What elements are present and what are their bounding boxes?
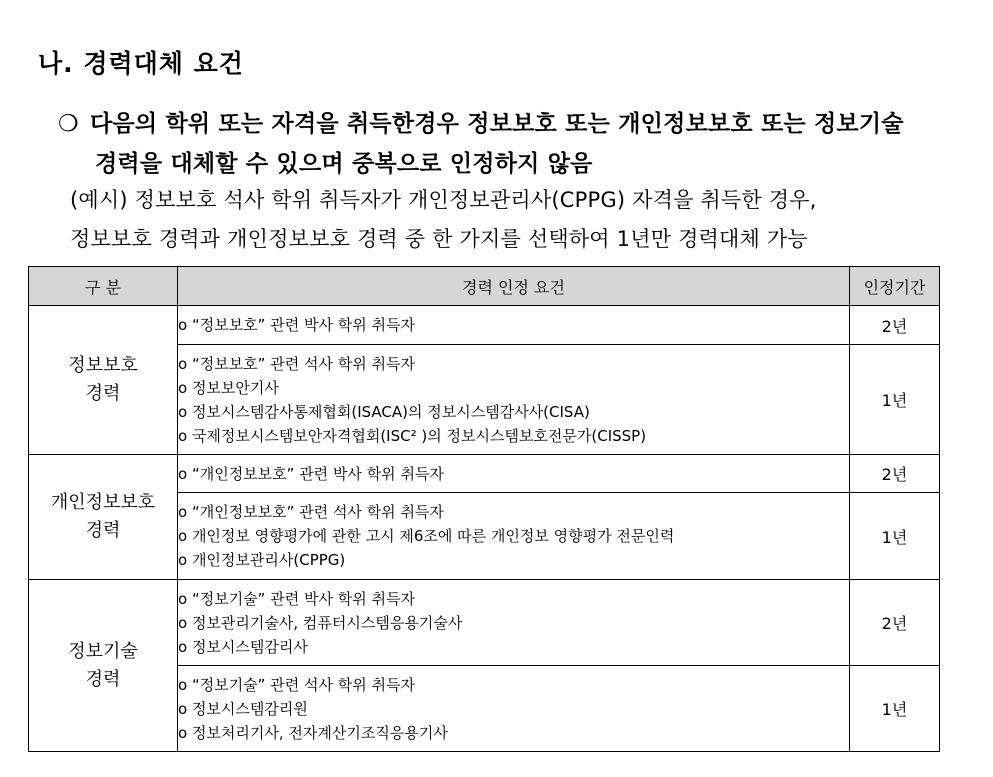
category-label: 정보보호 (68, 355, 138, 376)
category-sublabel: 경력 (85, 383, 121, 404)
circle-bullet-icon: ❍ (58, 111, 79, 137)
period-cell: 1년 (850, 493, 940, 580)
table-row (29, 306, 940, 345)
requirement-item: o “정보기술” 관련 석사 학위 취득자 (178, 675, 415, 694)
category-cell (29, 455, 178, 580)
requirement-item: o 정보시스템감사통제협회(ISACA)의 정보시스템감사사(CISA) (178, 402, 590, 421)
category-sublabel: 경력 (85, 668, 121, 690)
table-row (29, 455, 940, 493)
category-cell (29, 580, 178, 752)
table-row (29, 580, 940, 666)
category-sublabel: 경력 (85, 520, 121, 541)
requirement-cell (178, 493, 850, 580)
category-cell (29, 306, 178, 455)
notice-line-1 (58, 105, 904, 138)
requirement-cell (178, 345, 850, 455)
requirement-item: o 정보시스템감리원 (178, 699, 308, 718)
notice-text-1: 다음의 학위 또는 자격을 취득한경우 정보보호 또는 개인정보보호 또는 정보기술 (90, 111, 904, 137)
requirement-item: o “정보보호” 관련 박사 학위 취득자 (178, 316, 415, 334)
requirement-item: o 개인정보 영향평가에 관한 고시 제6조에 따른 개인정보 영향평가 전문인력 (178, 527, 675, 545)
requirement-item: o 정보시스템감리사 (178, 637, 308, 656)
requirement-item: o 개인정보관리사(CPPG) (178, 551, 346, 569)
section-title: 나. 경력대체 요건 (38, 49, 244, 78)
period-cell: 1년 (850, 666, 940, 752)
requirement-item: o 국제정보시스템보안자격협회(ISC² )의 정보시스템보호전문가(CISSP) (178, 426, 647, 445)
notice-line-2: 경력을 대체할 수 있으며 중복으로 인정하지 않음 (95, 151, 593, 177)
category-label: 정보기술 (68, 640, 138, 662)
requirements-table (28, 266, 940, 752)
requirement-cell (178, 666, 850, 752)
requirement-item: o 정보처리기사, 전자계산기조직응용기사 (178, 723, 448, 742)
period-cell: 1년 (850, 345, 940, 455)
period-cell: 2년 (850, 580, 940, 666)
period-cell: 2년 (850, 306, 940, 345)
requirement-item: o “정보보호” 관련 석사 학위 취득자 (178, 354, 415, 373)
example-line-1: (예시) 정보보호 석사 학위 취득자가 개인정보관리사(CPPG) 자격을 취득한 경우, (70, 188, 817, 212)
header-category: 구 분 (29, 267, 178, 306)
requirement-cell (178, 580, 850, 666)
requirement-item: o “개인정보보호” 관련 박사 학위 취득자 (178, 464, 444, 483)
example-line-2: 정보보호 경력과 개인정보보호 경력 중 한 가지를 선택하여 1년만 경력대체 가능 (70, 227, 808, 251)
requirement-item: o 정보관리기술사, 컴퓨터시스템응용기술사 (178, 613, 463, 632)
table-header-row (29, 267, 940, 306)
period-cell: 2년 (850, 455, 940, 493)
requirement-item: o 정보보안기사 (178, 378, 279, 397)
requirement-cell (178, 306, 850, 345)
category-label: 개인정보보호 (50, 492, 156, 513)
requirement-item: o “개인정보보호” 관련 석사 학위 취득자 (178, 503, 444, 521)
header-requirement: 경력 인정 요건 (178, 267, 850, 306)
requirement-cell (178, 455, 850, 493)
requirement-item: o “정보기술” 관련 박사 학위 취득자 (178, 589, 415, 608)
header-period: 인정기간 (850, 267, 940, 306)
